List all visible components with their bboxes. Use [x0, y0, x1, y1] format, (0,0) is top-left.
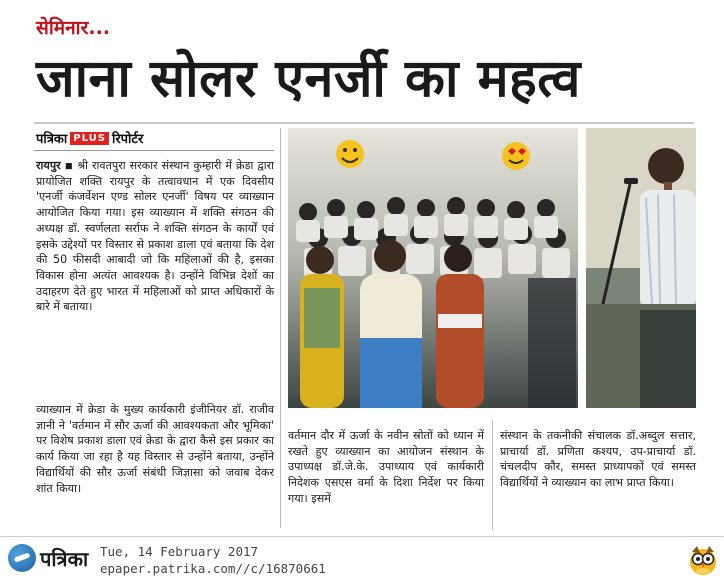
dateline: रायपुर: [36, 159, 61, 172]
article-column-right: [500, 428, 696, 493]
article-paragraph: [36, 158, 274, 315]
headline-divider: [34, 122, 694, 124]
logo-text: पत्रिका: [40, 546, 89, 571]
byline-reporter: रिपोर्टर: [111, 132, 144, 147]
byline: [36, 128, 143, 148]
audience-photo-illustration: [288, 128, 578, 408]
footer-divider: [0, 536, 724, 537]
article-paragraph: संस्थान के तकनीकी संचालक डॉ.अब्दुल सत्तार, प्राचार्या डॉ. प्रणिता कश्यप, उप-प्राचार्या डॉ. चंचलदीप कौर, समस्त प्राध्यापकों एवं समस्त विद्यार्थियों ने व्याख्यान का लाभ प्राप्त किया।: [500, 429, 696, 490]
section-kicker: सेमिनार...: [36, 17, 111, 39]
edition-url[interactable]: epaper.patrika.com//c/16870661: [100, 561, 326, 576]
plus-badge: PLUS: [70, 132, 109, 145]
article-paragraph: व्याख्यान में क्रेडा के मुख्य कार्यकारी इंजीनियर डॉ. राजीव ज्ञानी ने 'वर्तमान में सौर ऊर्जा की आवश्यकता और भूमिका' पर विशेष प्रकाश डाला एवं क्रेडा के द्वारा कैसे इस प्रकार का कार्य किया जा रहा है यह विस्तार से उन्होंने बताया, उन्होंने विद्यार्थियों की सौर ऊर्जा संबंधी जिज्ञासा को जवाब देकर शांत किया।: [36, 403, 274, 495]
patrika-logo-icon: [8, 544, 36, 572]
edition-stamp: [100, 543, 326, 577]
headline: जाना सोलर एनर्जी का महत्व: [36, 49, 581, 109]
article-column-main: [36, 158, 274, 317]
article-column-lower: [36, 402, 274, 498]
speaker-photo: [586, 128, 696, 408]
owl-icon: [688, 544, 718, 576]
publisher-logo[interactable]: [8, 544, 88, 572]
article-paragraph: वर्तमान दौर में ऊर्जा के नवीन स्रोतों को ध्यान में रखते हुए व्याख्यान का आयोजन संस्थान के उपाध्यक्ष डॉ.जे.के. उपाध्याय एवं कार्यकारी निदेशक एसएस वर्मा के दिशा निर्देश पर किया गया। इसमें: [288, 429, 484, 505]
byline-publisher: पत्रिका: [36, 132, 68, 147]
article-column-mid: [288, 428, 484, 509]
speaker-photo-illustration: [586, 128, 696, 408]
audience-photo: [288, 128, 578, 408]
column-divider: [280, 128, 281, 528]
column-divider: [492, 420, 493, 530]
edition-date: Tue, 14 February 2017: [100, 544, 259, 559]
paragraph-text: श्री रावतपुरा सरकार संस्थान कुम्हारी में क्रेडा द्वारा प्रायोजित शक्ति रायपुर के तत्वावधान में एक दिवसीय 'एनर्जी कंजर्वेशन एण्ड सोलर एनर्जी' विषय पर व्याख्यान आयोजित किया गया। इस व्याख्यान में शक्ति संगठन की अध्यक्ष डॉ. स्वर्णलता सर्राफ ने शक्ति संगठन के कार्यों एवं इसके उद्देश्यों पर विस्तार से प्रकाश डाला एवं बताया कि देश की 50 फीसदी आबादी जो कि महिलाओं की है, इसका विकास होना अत्यंत आवश्यक है। उन्होंने विभिन्न देशों का उदाहरण देते हुए भारत में महिलाओं को प्राप्त अधिकारों के बारे में बताया।: [36, 159, 274, 314]
byline-divider: [34, 150, 274, 151]
dateline-sep: ◾: [64, 159, 78, 172]
